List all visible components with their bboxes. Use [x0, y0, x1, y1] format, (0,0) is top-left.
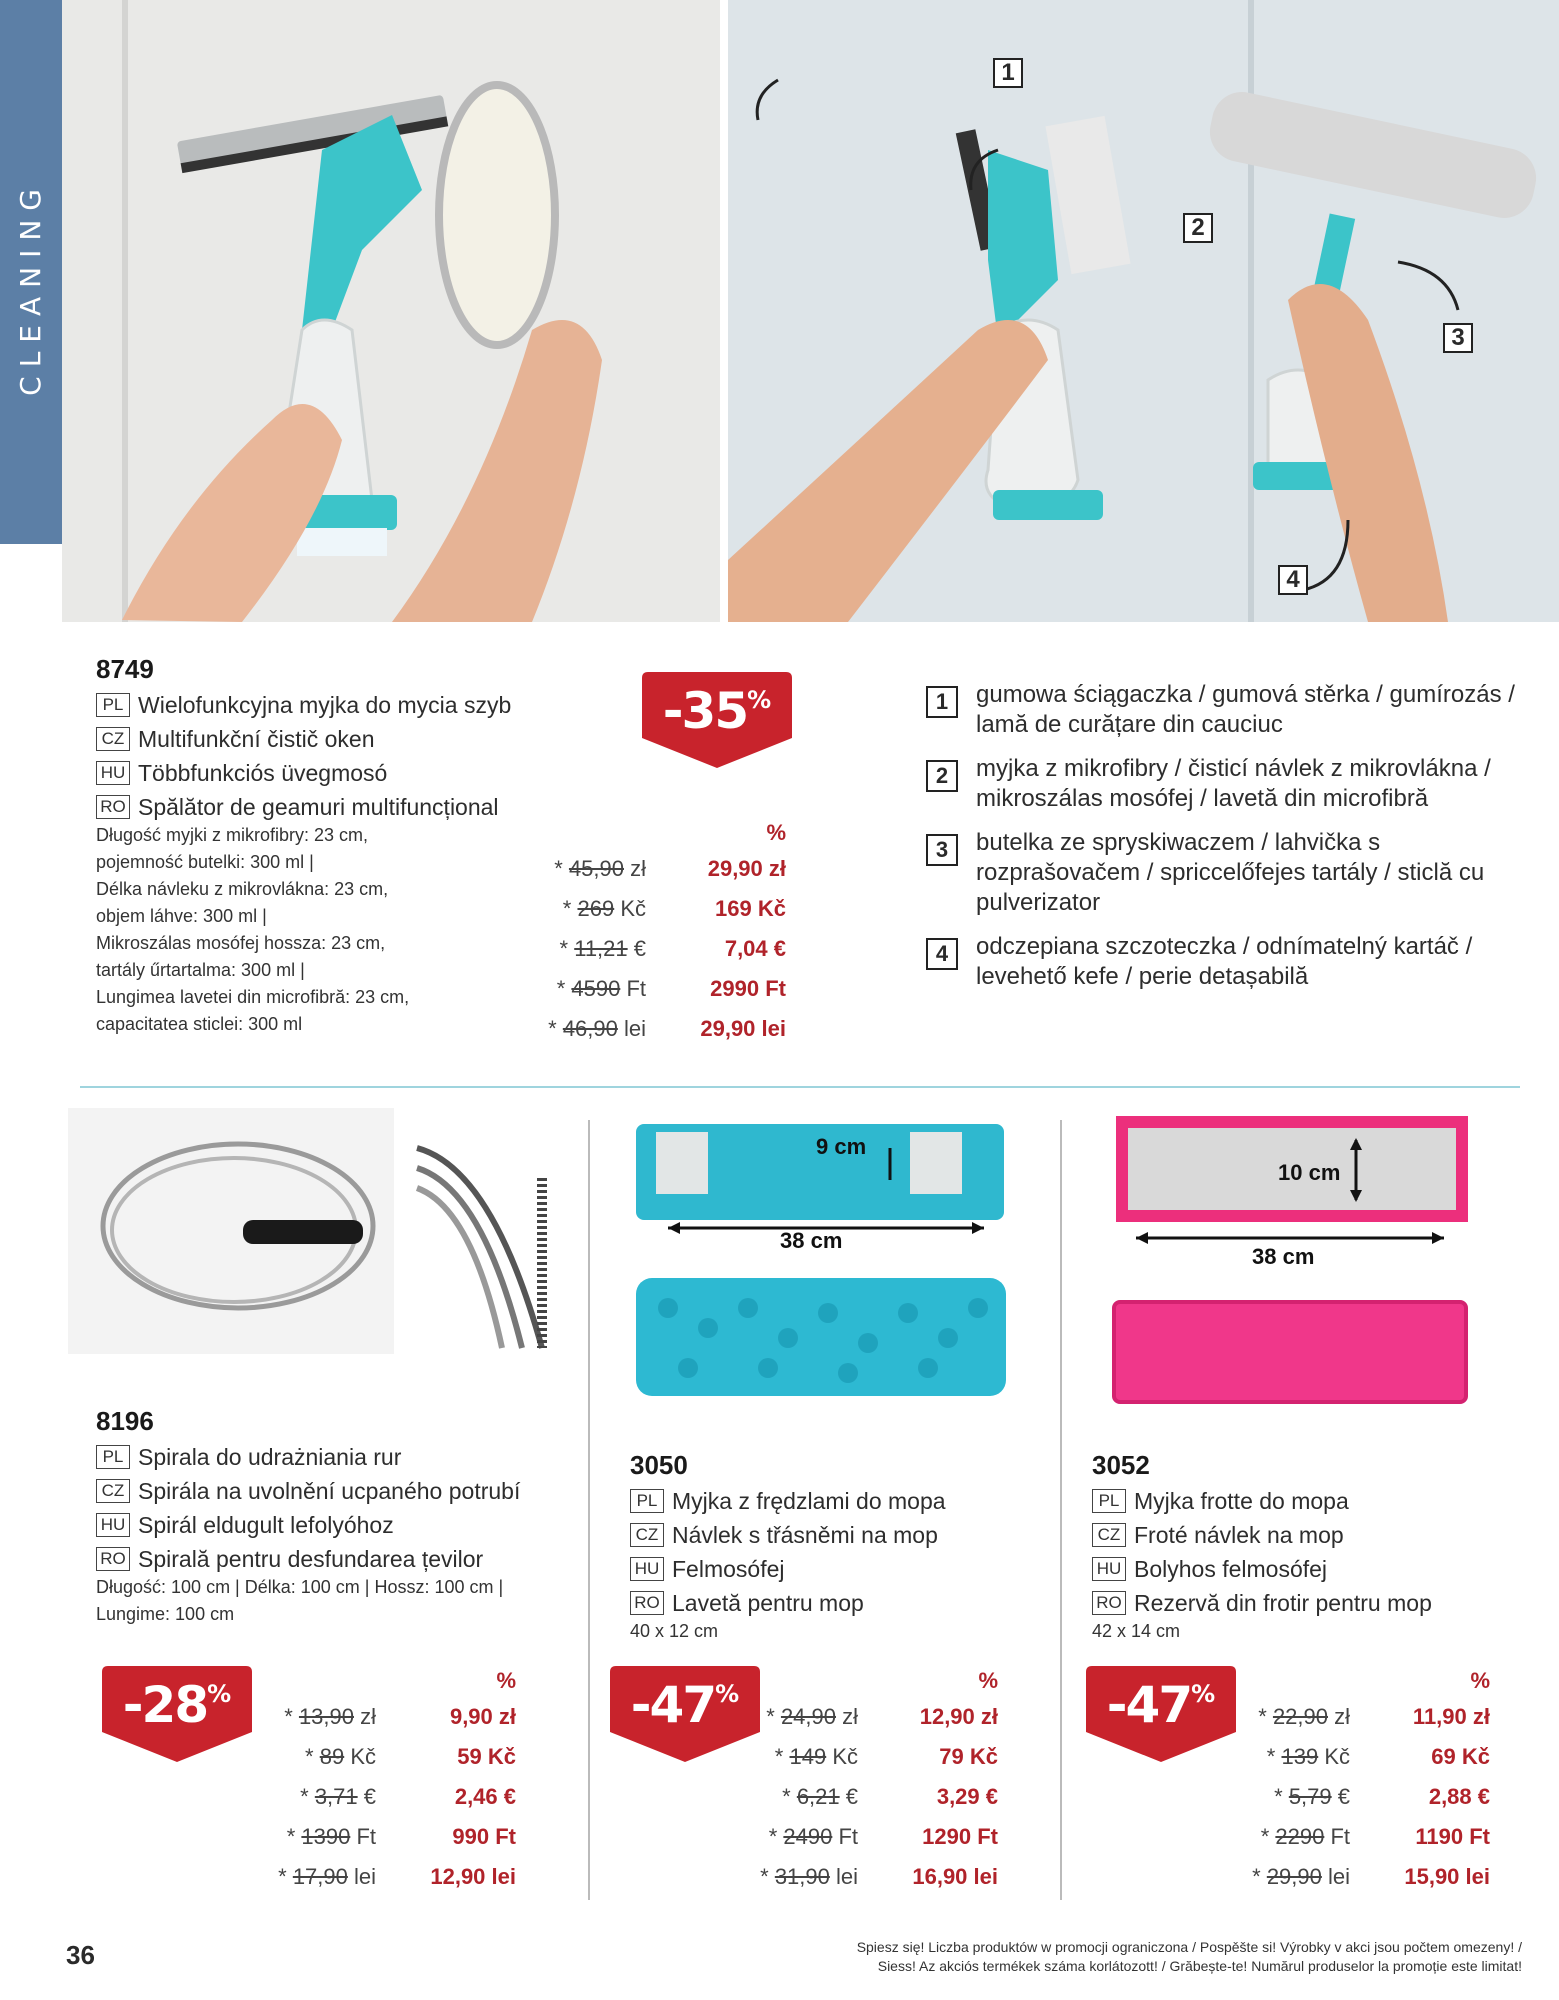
spec-line: capacitatea sticlei: 300 ml — [96, 1014, 303, 1034]
percent-header: % — [978, 1668, 998, 1693]
old-price: * 2290 Ft — [1260, 1824, 1350, 1849]
spec-line: Długość myjki z mikrofibry: 23 cm, — [96, 825, 369, 845]
part-item — [926, 932, 1546, 992]
name-cz — [96, 722, 511, 756]
old-price: * 46,90 lei — [548, 1016, 646, 1041]
product-names-8196 — [96, 1440, 520, 1576]
percent-header: % — [1470, 1668, 1490, 1693]
price-row-czk — [270, 1744, 516, 1784]
price-row-pln — [270, 1704, 516, 1744]
column-divider — [1060, 1120, 1062, 1900]
name-pl — [96, 688, 511, 722]
discount-value: -47 — [1106, 1676, 1192, 1734]
name-text: Froté návlek na mop — [1134, 1522, 1344, 1548]
new-price: 12,90 lei — [430, 1864, 516, 1889]
name-text: Spirală pentru desfundarea țevilor — [138, 1546, 484, 1572]
product-photo-mop-chenille — [628, 1268, 1012, 1406]
price-table-8196 — [270, 1668, 516, 1904]
mop-height-label: 9 cm — [816, 1134, 867, 1159]
part-item — [926, 828, 1546, 918]
mop-height-label: 10 cm — [1278, 1160, 1341, 1185]
page-number: 36 — [66, 1940, 95, 1970]
name-pl — [630, 1484, 946, 1518]
percent-header: % — [496, 1668, 516, 1693]
product-spec-8196 — [96, 1574, 503, 1628]
lang-tag: HU — [96, 1513, 130, 1537]
callout-3: 3 — [1443, 323, 1473, 353]
old-price: * 4590 Ft — [556, 976, 646, 1001]
lang-tag: HU — [630, 1557, 664, 1581]
discount-value: -47 — [630, 1676, 716, 1734]
discount-badge-3050 — [610, 1666, 760, 1762]
lang-tag: PL — [630, 1489, 664, 1513]
product-code-8749: 8749 — [96, 654, 154, 684]
section-tab-label: CLEANING — [14, 180, 47, 396]
lang-tag: RO — [630, 1591, 664, 1615]
lang-tag: HU — [1092, 1557, 1126, 1581]
product-photo-drain-spiral-detail — [412, 1108, 588, 1354]
price-table-3050 — [752, 1668, 998, 1904]
lang-tag: RO — [96, 795, 130, 819]
name-text: Spirál eldugult lefolyóhoz — [138, 1512, 394, 1538]
new-price: 2,88 € — [1428, 1784, 1490, 1809]
part-text: odczepiana szczoteczka / odnímatelný kartáč / levehető kefe / perie detașabilă — [976, 933, 1473, 990]
price-row-huf — [530, 976, 786, 1016]
lang-tag: CZ — [96, 1479, 130, 1503]
product-photo-parts — [728, 0, 1559, 622]
old-price: * 45,90 zł — [554, 856, 646, 881]
name-cz — [1092, 1518, 1432, 1552]
price-row-ron — [270, 1864, 516, 1904]
old-price: * 24,90 zł — [766, 1704, 858, 1729]
old-price: * 149 Kč — [774, 1744, 858, 1769]
lang-tag: RO — [1092, 1591, 1126, 1615]
discount-unit: % — [747, 686, 772, 714]
part-text: butelka ze spryskiwaczem / lahvička s rozprašovačem / spriccelőfejes tartály / sticlă cu pulverizator — [976, 829, 1485, 916]
new-price: 12,90 zł — [919, 1704, 998, 1729]
mop-width-label: 38 cm — [1252, 1244, 1315, 1268]
name-text: Myjka z frędzlami do mopa — [672, 1488, 946, 1514]
new-price: 29,90 zł — [707, 856, 786, 881]
product-code-3052: 3052 — [1092, 1450, 1150, 1480]
discount-badge-8749 — [642, 672, 792, 768]
spec-line: Mikroszálas mosófej hossza: 23 cm, — [96, 933, 386, 953]
lang-tag: PL — [96, 1445, 130, 1469]
product-code-3050: 3050 — [630, 1450, 688, 1480]
price-row-ron — [530, 1016, 786, 1056]
product-spec-3052 — [1092, 1618, 1180, 1645]
promo-disclaimer-line: Siess! Az akciós termékek száma korlátozott! / Grăbește-te! Numărul produselor la promoție este limitat! — [877, 1958, 1522, 1974]
spec-line: objem láhve: 300 ml | — [96, 906, 267, 926]
discount-unit: % — [1191, 1680, 1216, 1708]
lang-tag: CZ — [630, 1523, 664, 1547]
new-price: 59 Kč — [457, 1744, 516, 1769]
price-row-czk — [752, 1744, 998, 1784]
price-row-eur — [530, 936, 786, 976]
product-photo-mop-pad-teal — [628, 1110, 1012, 1250]
new-price: 2990 Ft — [710, 976, 786, 1001]
old-price: * 3,71 € — [300, 1784, 376, 1809]
callout-4: 4 — [1278, 565, 1308, 595]
lang-tag: PL — [1092, 1489, 1126, 1513]
new-price: 2,46 € — [454, 1784, 516, 1809]
spec-line: Lungimea lavetei din microfibră: 23 cm, — [96, 987, 410, 1007]
name-ro — [630, 1586, 946, 1620]
price-row-eur — [752, 1784, 998, 1824]
discount-value: -28 — [122, 1676, 208, 1734]
product-photo-mop-frotte — [1110, 1294, 1470, 1410]
name-text: Lavetă pentru mop — [672, 1590, 864, 1616]
parts-list — [926, 680, 1546, 1006]
old-price: * 2490 Ft — [768, 1824, 858, 1849]
price-row-pln — [1244, 1704, 1490, 1744]
new-price: 1290 Ft — [922, 1824, 998, 1849]
new-price: 990 Ft — [452, 1824, 516, 1849]
price-row-huf — [1244, 1824, 1490, 1864]
name-text: Multifunkční čistič oken — [138, 726, 375, 752]
old-price: * 1390 Ft — [286, 1824, 376, 1849]
section-tab — [0, 0, 62, 544]
new-price: 169 Kč — [715, 896, 786, 921]
old-price: * 17,90 lei — [278, 1864, 376, 1889]
lang-tag: RO — [96, 1547, 130, 1571]
price-row-pln — [752, 1704, 998, 1744]
part-number: 3 — [926, 834, 958, 866]
price-row-eur — [1244, 1784, 1490, 1824]
name-text: Spirála na uvolnění ucpaného potrubí — [138, 1478, 521, 1504]
new-price: 29,90 lei — [700, 1016, 786, 1041]
price-row-ron — [752, 1864, 998, 1904]
old-price: * 5,79 € — [1274, 1784, 1350, 1809]
name-hu — [96, 756, 511, 790]
new-price: 11,90 zł — [1412, 1704, 1490, 1729]
product-names-3050 — [630, 1484, 946, 1620]
lang-tag: CZ — [96, 727, 130, 751]
new-price: 79 Kč — [939, 1744, 998, 1769]
discount-badge-3052 — [1086, 1666, 1236, 1762]
product-names-3052 — [1092, 1484, 1432, 1620]
discount-value: -35 — [662, 682, 748, 740]
old-price: * 6,21 € — [782, 1784, 858, 1809]
callout-1: 1 — [993, 58, 1023, 88]
part-text: myjka z mikrofibry / čisticí návlek z mikrovlákna / mikroszálas mosófej / lavetă din microfibră — [976, 755, 1491, 812]
lang-tag: PL — [96, 693, 130, 717]
part-number: 1 — [926, 686, 958, 718]
spec-line: pojemność butelki: 300 ml | — [96, 852, 314, 872]
name-cz — [96, 1474, 520, 1508]
discount-unit: % — [715, 1680, 740, 1708]
name-pl — [96, 1440, 520, 1474]
spec-line: Długość: 100 cm | Délka: 100 cm | Hossz: 100 cm | — [96, 1577, 504, 1597]
lang-tag: HU — [96, 761, 130, 785]
new-price: 9,90 zł — [449, 1704, 516, 1729]
spec-line: 40 x 12 cm — [630, 1621, 719, 1641]
price-row-huf — [752, 1824, 998, 1864]
spec-line: Lungime: 100 cm — [96, 1604, 235, 1624]
name-hu — [96, 1508, 520, 1542]
percent-header: % — [766, 820, 786, 845]
product-photo-drain-spiral — [68, 1108, 394, 1354]
product-spec-8749 — [96, 822, 409, 1038]
name-hu — [630, 1552, 946, 1586]
callout-2: 2 — [1183, 213, 1213, 243]
product-photo-window-cleaner — [62, 0, 720, 622]
name-pl — [1092, 1484, 1432, 1518]
old-price: * 11,21 € — [559, 936, 646, 961]
old-price: * 139 Kč — [1266, 1744, 1350, 1769]
price-row-pln — [530, 856, 786, 896]
price-row-ron — [1244, 1864, 1490, 1904]
old-price: * 269 Kč — [562, 896, 646, 921]
part-number: 4 — [926, 938, 958, 970]
part-number: 2 — [926, 760, 958, 792]
name-text: Wielofunkcyjna myjka do mycia szyb — [138, 692, 512, 718]
product-spec-3050 — [630, 1618, 718, 1645]
promo-disclaimer-line: Spiesz się! Liczba produktów w promocji ograniczona / Pospěšte si! Výrobky v akci jsou počtem omezeny! / — [856, 1939, 1522, 1955]
old-price: * 29,90 lei — [1252, 1864, 1350, 1889]
price-table-3052 — [1244, 1668, 1490, 1904]
mop-width-label: 38 cm — [780, 1228, 843, 1250]
price-row-czk — [530, 896, 786, 936]
section-divider — [80, 1086, 1520, 1088]
new-price: 15,90 lei — [1404, 1864, 1490, 1889]
name-text: Návlek s třásněmi na mop — [672, 1522, 938, 1548]
name-hu — [1092, 1552, 1432, 1586]
new-price: 16,90 lei — [912, 1864, 998, 1889]
spec-line: Délka návleku z mikrovlákna: 23 cm, — [96, 879, 389, 899]
discount-badge-8196 — [102, 1666, 252, 1762]
name-text: Spălător de geamuri multifuncțional — [138, 794, 499, 820]
discount-unit: % — [207, 1680, 232, 1708]
price-row-huf — [270, 1824, 516, 1864]
new-price: 1190 Ft — [1415, 1824, 1490, 1849]
lang-tag: CZ — [1092, 1523, 1126, 1547]
name-ro — [1092, 1586, 1432, 1620]
product-names-8749 — [96, 688, 511, 824]
product-code-8196: 8196 — [96, 1406, 154, 1436]
name-text: Spirala do udrażniania rur — [138, 1444, 402, 1470]
part-item — [926, 680, 1546, 740]
old-price: * 31,90 lei — [760, 1864, 858, 1889]
name-text: Felmosófej — [672, 1556, 785, 1582]
new-price: 3,29 € — [936, 1784, 998, 1809]
name-text: Myjka frotte do mopa — [1134, 1488, 1349, 1514]
name-ro — [96, 790, 511, 824]
price-table-8749 — [530, 820, 786, 1056]
part-item — [926, 754, 1546, 814]
name-ro — [96, 1542, 520, 1576]
product-photo-mop-pad-pink — [1106, 1108, 1474, 1268]
name-text: Bolyhos felmosófej — [1134, 1556, 1328, 1582]
price-row-czk — [1244, 1744, 1490, 1784]
price-row-eur — [270, 1784, 516, 1824]
old-price: * 13,90 zł — [284, 1704, 376, 1729]
spec-line: 42 x 14 cm — [1092, 1621, 1181, 1641]
old-price: * 22,90 zł — [1258, 1704, 1350, 1729]
old-price: * 89 Kč — [305, 1744, 376, 1769]
name-text: Többfunkciós üvegmosó — [138, 760, 388, 786]
part-text: gumowa ściągaczka / gumová stěrka / gumírozás / lamă de curățare din cauciuc — [976, 681, 1515, 738]
spec-line: tartály űrtartalma: 300 ml | — [96, 960, 305, 980]
promo-disclaimer — [802, 1938, 1522, 1976]
column-divider — [588, 1120, 590, 1900]
name-text: Rezervă din frotir pentru mop — [1134, 1590, 1432, 1616]
name-cz — [630, 1518, 946, 1552]
new-price: 69 Kč — [1431, 1744, 1490, 1769]
new-price: 7,04 € — [724, 936, 786, 961]
